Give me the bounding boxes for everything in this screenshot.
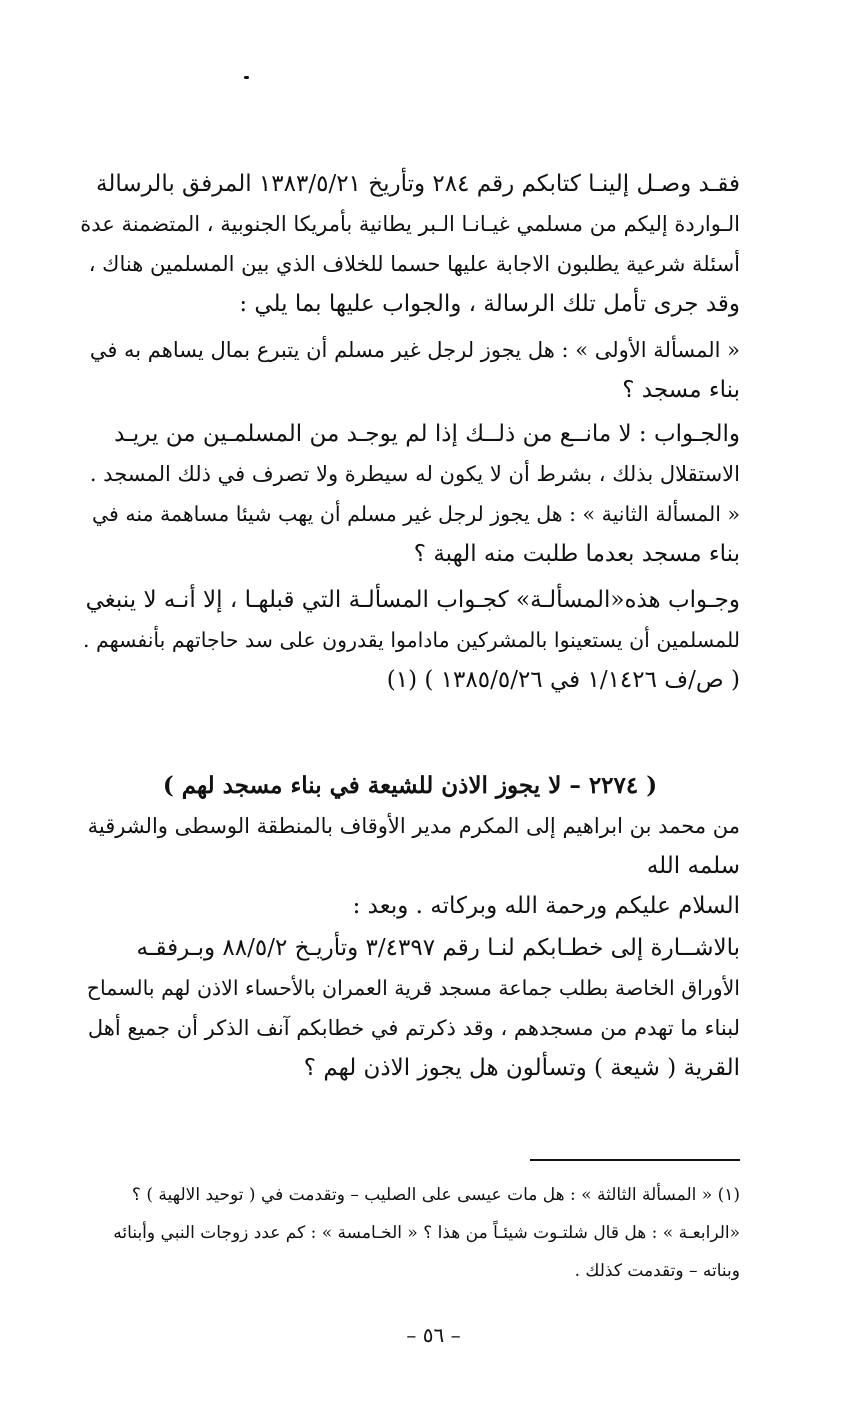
text-line: القرية ( شيعة ) وتسألون هل يجوز الاذن لهم ؟ <box>303 1055 740 1081</box>
page-number: – ٥٦ – <box>406 1323 461 1347</box>
text-line: الـواردة إليكم من مسلمي غيـانـا الـبر يطانية بأمريكا الجنوبية ، المتضمنة عدة <box>80 212 740 236</box>
text-line: فقـد وصـل إلينـا كتابكم رقم ٢٨٤ وتأريخ ١٣٨٣/٥/٢١ المرفق بالرسالة <box>96 171 740 197</box>
text-line: أسئلة شرعية يطلبون الاجابة عليها حسما للخلاف الذي بين المسلمين هناك ، <box>88 252 740 276</box>
text-line: والجـواب : لا مانــع من ذلــك إذا لم يوجـد من المسلمـين من يريـد <box>114 421 740 447</box>
ink-dot <box>244 76 249 79</box>
text-line: الأوراق الخاصة بطلب جماعة مسجد قرية العمران بالأحساء الاذن لهم بالسماح <box>86 976 740 1000</box>
letter-greeting: السلام عليكم ورحمة الله وبركاته . وبعد : <box>352 893 740 919</box>
text-line: للمسلمين أن يستعينوا بالمشركين ماداموا يقدرون على سد حاجاتهم بأنفسهم . <box>82 628 740 652</box>
source-reference: ( ص/ف ١/١٤٢٦ في ١٣٨٥/٥/٢٦ ) (١) <box>386 667 740 693</box>
footnote-line: وبناته – وتقدمت كذلك . <box>574 1261 740 1281</box>
footnote-line: (١) « المسألة الثالثة » : هل مات عيسى على الصليب – وتقدمت في ( توحيد الالهية ) ؟ <box>131 1185 740 1205</box>
text-line: « المسألة الثانية » : هل يجوز لرجل غير مسلم أن يهب شيئا مساهمة منه في <box>91 502 740 526</box>
text-line: بناء مسجد ؟ <box>622 377 740 403</box>
text-line: من محمد بن ابراهيم إلى المكرم مدير الأوقاف بالمنطقة الوسطى والشرقية <box>87 814 740 838</box>
text-line: الاستقلال بذلك ، بشرط أن لا يكون له سيطرة ولا تصرف في ذلك المسجد . <box>89 462 740 486</box>
footnote-divider <box>530 1159 740 1161</box>
text-line: سلمه الله <box>646 853 740 879</box>
text-line: لبناء ما تهدم من مسجدهم ، وقد ذكرتم في خطابكم آنف الذكر أن جميع أهل <box>87 1016 740 1040</box>
text-line: وجـواب هذه«المسألـة» كجـواب المسألـة التي قبلهـا ، إلا أنـه لا ينبغي <box>85 587 740 613</box>
text-line: بناء مسجد بعدما طلبت منه الهبة ؟ <box>413 541 740 567</box>
footnote-line: «الرابعـة » : هل قال شلتـوت شيئـاً من هذا ؟ « الخـامسة » : كم عدد زوجات النبي وأبنائه <box>113 1223 740 1243</box>
text-line: « المسألة الأولى » : هل يجوز لرجل غير مسلم أن يتبرع بمال يساهم به في <box>89 338 740 362</box>
text-line: وقد جرى تأمل تلك الرسالة ، والجواب عليها بما يلي : <box>239 291 740 317</box>
section-heading: ( ٢٢٧٤ – لا يجوز الاذن للشيعة في بناء مسجد لهم ) <box>162 772 658 799</box>
text-line: بالاشــارة إلى خطـابكم لنـا رقم ٣/٤٣٩٧ وتأريـخ ٨٨/٥/٢ وبـرفقـه <box>136 935 740 961</box>
